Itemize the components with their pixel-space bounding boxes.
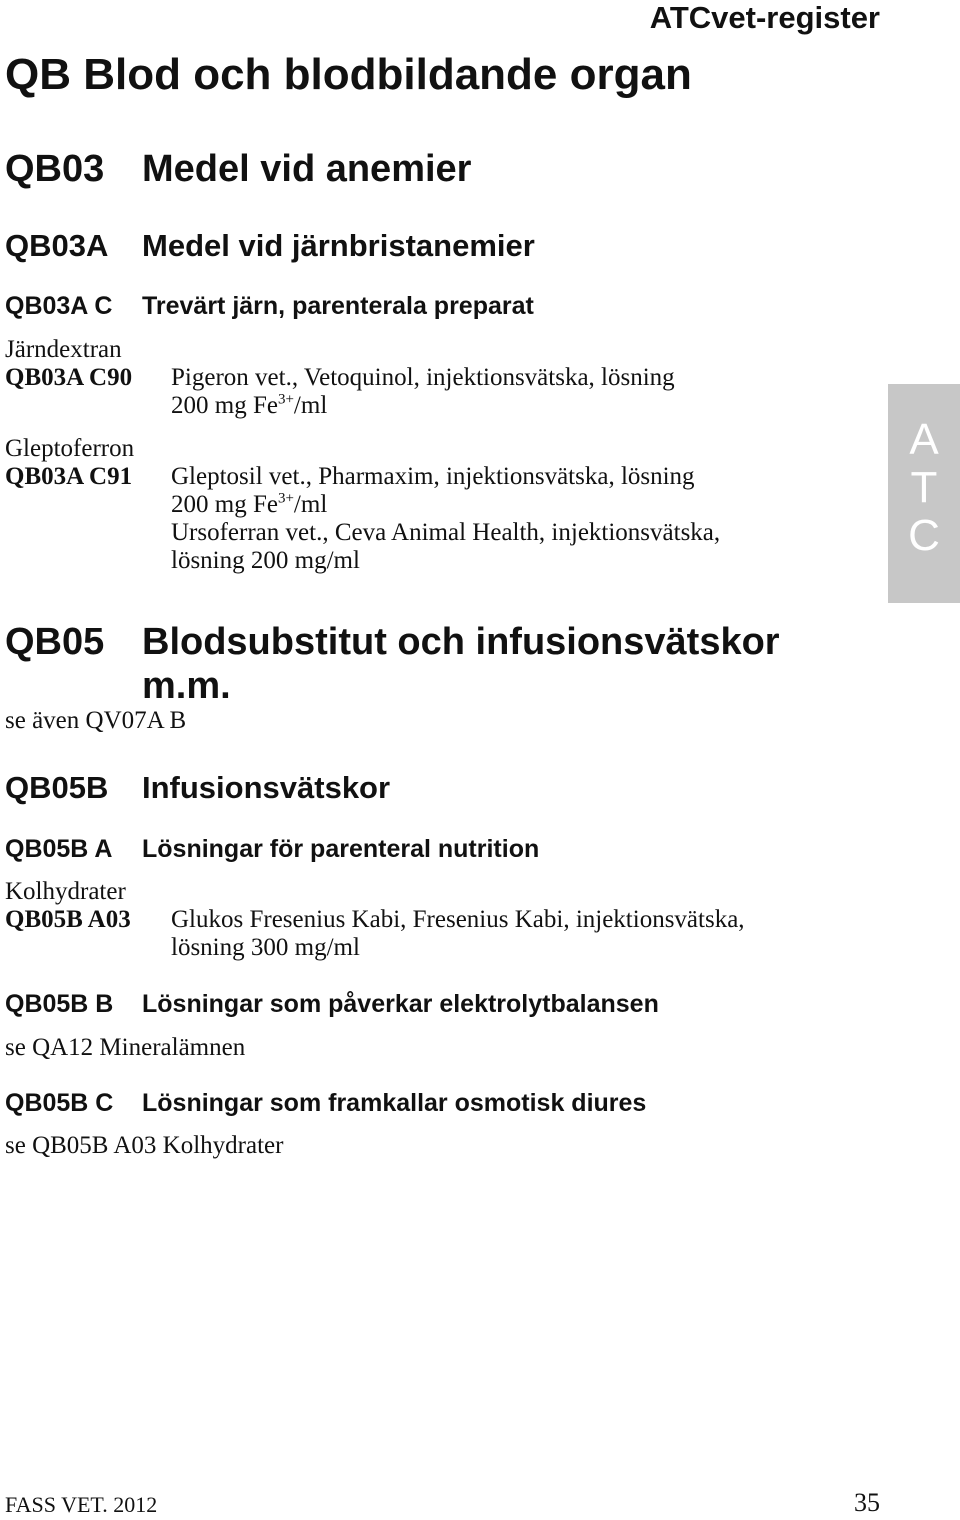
see-reference: se QA12 Mineralämnen: [5, 1034, 246, 1061]
substance-name: Gleptoferron: [5, 435, 135, 462]
section-heading-qb03ac: [5, 292, 534, 321]
substance-block-jarndextran: [5, 336, 675, 420]
section-title: Medel vid järnbristanemier: [142, 228, 535, 263]
running-header: ATCvet-register: [649, 0, 880, 35]
section-title: Lösningar som påverkar elektrolytbalansen: [142, 990, 659, 1018]
substance-name: Järndextran: [5, 336, 122, 363]
atc-code: QB05B A03: [5, 906, 131, 933]
section-heading-qb03: [5, 148, 471, 191]
product-strength: 200 mg $Fe^{3+}/ml$: [171, 391, 328, 419]
product-line: lösning 300 mg/ml: [171, 934, 360, 961]
section-title: Medel vid anemier: [142, 148, 472, 190]
atc-code: QB03A C90: [5, 364, 133, 391]
see-reference: se QB05B A03 Kolhydrater: [5, 1132, 284, 1159]
section-code: QB05: [5, 621, 105, 663]
section-heading-qb05b: [5, 770, 390, 806]
tab-letter: A: [909, 415, 939, 464]
section-code: QB05B B: [5, 990, 114, 1018]
section-heading-qb05: [5, 620, 780, 708]
section-title: Lösningar som framkallar osmotisk diures: [142, 1089, 647, 1117]
footer-publication: FASS VET. 2012: [5, 1492, 158, 1517]
section-heading-qb05bc: [5, 1089, 646, 1118]
section-code: QB05B C: [5, 1089, 114, 1117]
section-title: Infusionsvätskor: [142, 770, 391, 805]
product-strength: 200 mg $Fe^{3+}/ml$: [171, 490, 328, 518]
product-line: Ursoferran vet., Ceva Animal Health, injektionsvätska,: [171, 519, 721, 546]
section-title-continued: m.m.: [142, 665, 231, 707]
product-line: Glukos Fresenius Kabi, Fresenius Kabi, injektionsvätska,: [171, 906, 745, 933]
section-code: QB03A C: [5, 292, 113, 320]
substance-name: Kolhydrater: [5, 878, 126, 905]
product-line: Gleptosil vet., Pharmaxim, injektionsvätska, lösning: [171, 463, 695, 490]
tab-letter: T: [910, 463, 938, 512]
section-title: Blodsubstitut och infusionsvätskor: [142, 621, 780, 663]
section-heading-qb05ba: [5, 835, 539, 864]
section-code: QB03: [5, 148, 105, 190]
product-line: lösning 200 mg/ml: [171, 547, 360, 574]
atc-code: QB03A C91: [5, 463, 133, 490]
product-line: Pigeron vet., Vetoquinol, injektionsvätska, lösning: [171, 364, 675, 391]
substance-block-kolhydrater: [5, 878, 745, 962]
section-title: Lösningar för parenteral nutrition: [142, 835, 540, 863]
section-heading-qb03a: [5, 228, 535, 264]
substance-block-gleptoferron: [5, 435, 720, 575]
see-also: se även QV07A B: [5, 707, 187, 734]
section-code: QB05B: [5, 770, 109, 805]
section-title: Trevärt järn, parenterala preparat: [142, 292, 534, 320]
tab-letter: C: [908, 511, 940, 560]
section-heading-qb05bb: [5, 990, 659, 1019]
page-number: 35: [854, 1488, 880, 1517]
section-code: QB05B A: [5, 835, 113, 863]
section-code: QB03A: [5, 228, 109, 263]
chapter-title: QB Blod och blodbildande organ: [5, 50, 692, 99]
atc-side-tab: [888, 384, 960, 603]
